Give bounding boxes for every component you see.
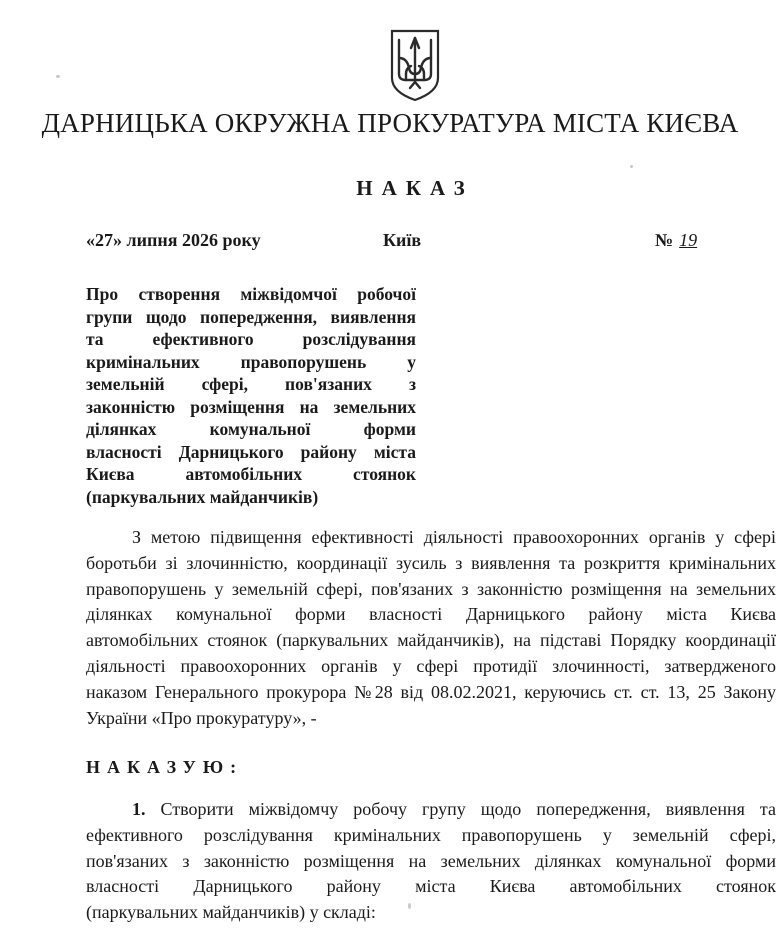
subject-line: Про створення міжвідомчої робочої [86, 284, 416, 304]
organization-title: ДАРНИЦЬКА ОКРУЖНА ПРОКУРАТУРА МІСТА КИЄВА [41, 108, 739, 138]
preamble-line: України «Про прокуратуру», - [86, 707, 317, 728]
subject-line: ділянках комунальної форми [86, 419, 416, 439]
order-item-line: ефективного розслідування кримінальних правопорушень у земельній сфері, [86, 824, 776, 845]
preamble-line: ділянках комунальної форми власності Дарницького району міста Києва [86, 604, 776, 625]
subject-line: кримінальних правопорушень у [86, 351, 416, 372]
document-number-prefix: № [655, 230, 674, 250]
subject-line: групи щодо попередження, виявлення [86, 306, 416, 327]
order-heading: НАКАЗУЮ: [86, 757, 244, 777]
subject-line: Києва автомобільних стоянок [86, 464, 416, 484]
order-item-text: Створити міжвідомчу робочу групу щодо попередження, виявлення та [160, 799, 776, 819]
tryzub-emblem-icon [389, 28, 441, 102]
preamble-line: правопорушень у земельній сфері, пов'язаних з законністю розміщення на земельних [86, 578, 776, 599]
order-item-line: пов'язаних з законністю розміщення на земельних ділянках комунальної форми [86, 850, 776, 871]
document-city: Київ [383, 230, 422, 250]
order-item-line: (паркувальних майданчиків) у складі: [86, 902, 376, 923]
subject-line: та ефективного розслідування [86, 329, 416, 349]
document-type-heading: НАКАЗ [356, 176, 474, 200]
preamble-line: З метою підвищення ефективності діяльності правоохоронних органів у сфері [132, 527, 776, 547]
order-subject [86, 283, 416, 508]
preamble-line: діяльності правоохоронних органів у сфері протидії злочинності, затвердженого [86, 655, 776, 676]
scan-speck [630, 165, 633, 168]
order-item-1 [86, 797, 776, 926]
order-item-number: 1. [132, 799, 146, 819]
preamble-line: боротьби зі злочинністю, координації зусиль з виявлення та розкриття кримінальних [86, 552, 776, 573]
order-item-line: власності Дарницького району міста Києва автомобільних стоянок [86, 876, 776, 897]
subject-line: законністю розміщення на земельних [86, 396, 416, 417]
document-number [655, 230, 697, 251]
document-date: «27» липня 2026 року [86, 230, 261, 250]
subject-line: (паркувальних майданчиків) [86, 486, 319, 507]
order-item-line [86, 797, 776, 823]
scan-speck [408, 903, 411, 909]
preamble-line: наказом Генерального прокурора №28 від 08.02.2021, керуючись ст. ст. 13, 25 Закону [86, 681, 776, 702]
preamble-line: автомобільних стоянок (паркувальних майданчиків), на підставі Порядку координації [86, 630, 776, 651]
subject-line: земельній сфері, пов'язаних з [86, 374, 416, 394]
document-number-value: 19 [679, 230, 698, 250]
scan-speck [56, 75, 60, 78]
preamble-paragraph [86, 525, 776, 731]
subject-line: власності Дарницького району міста [86, 441, 416, 462]
